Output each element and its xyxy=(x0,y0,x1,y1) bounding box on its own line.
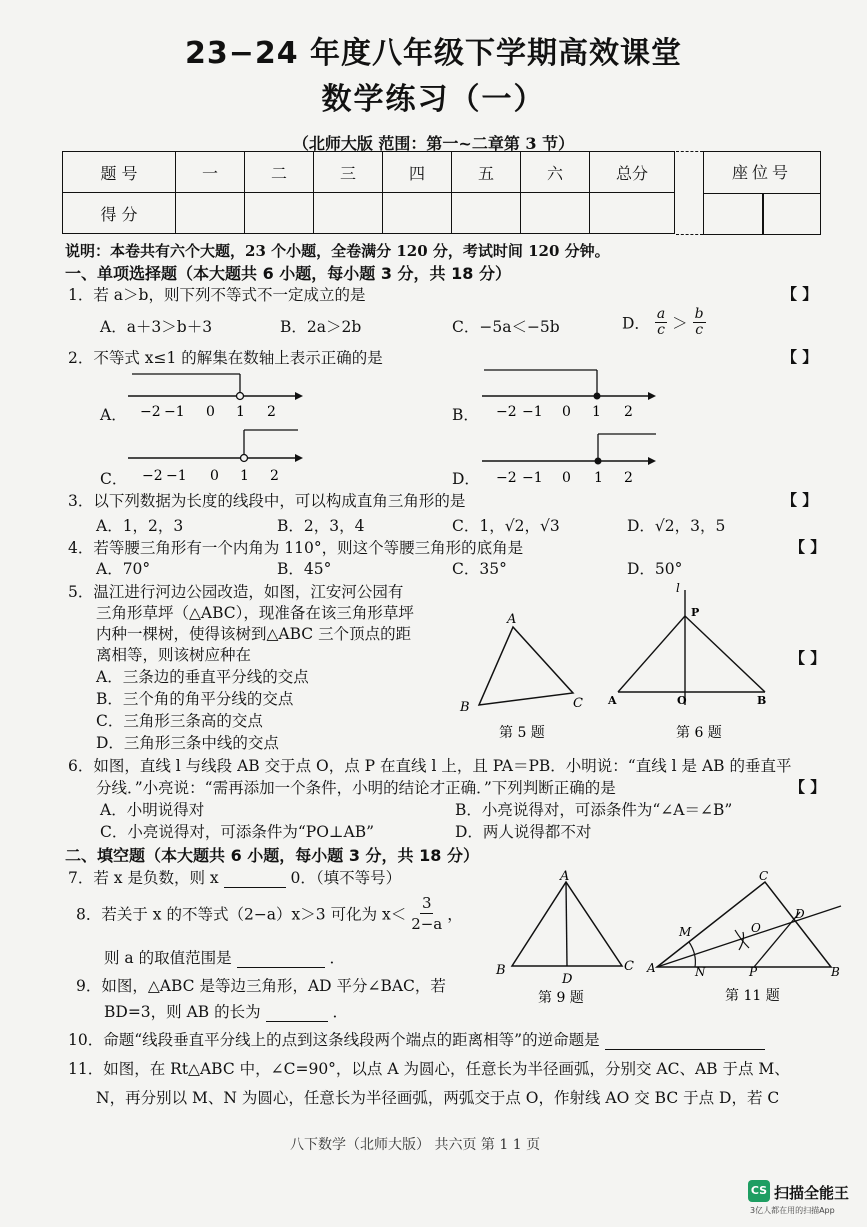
scanner-logo-icon: CS xyxy=(748,1180,770,1202)
tick-label: −1 xyxy=(164,404,185,420)
q8-answer-blank[interactable] xyxy=(237,949,325,968)
tick-label: 2 xyxy=(267,404,276,420)
figure-6-perpendicular xyxy=(600,580,785,745)
q1-option-c: C．−5a＜−5b xyxy=(452,318,560,336)
q9-line2-pre: BD=3，则 AB 的长为 xyxy=(104,1003,261,1021)
score-row-label: 得 分 xyxy=(63,193,176,234)
q5-option-b: B．三个角的角平分线的交点 xyxy=(96,690,294,708)
tick-label: 2 xyxy=(270,468,279,484)
q1-option-d xyxy=(622,307,706,338)
figure-6-caption: 第 6 题 xyxy=(676,725,722,741)
q3-option-b: B．2，3，4 xyxy=(277,517,365,535)
point-label: O xyxy=(751,921,761,935)
tick-label: 0 xyxy=(210,468,219,484)
table-dashed-gap xyxy=(676,151,703,235)
seat-number-box xyxy=(703,151,821,235)
q4-option-c: C．35° xyxy=(452,560,507,578)
score-col-2: 二 xyxy=(245,152,314,193)
frac-denominator: 2−a xyxy=(411,915,443,933)
q2-option-c: C． xyxy=(100,470,128,488)
tick-label: −2 xyxy=(496,404,517,420)
q1-option-a: A．a＋3＞b＋3 xyxy=(100,318,213,336)
q5-line-4: 离相等，则该树应种在 xyxy=(96,646,252,664)
q11-line-2: N，再分别以 M、N 为圆心，任意长为半径画弧，两弧交于点 O，作射线 AO 交 BC 于点 D，若 C xyxy=(96,1089,780,1107)
tick-label: 1 xyxy=(594,470,603,486)
vertex-label: A xyxy=(507,612,517,627)
q8-line-2 xyxy=(104,946,345,968)
q1-operator: ＞ xyxy=(672,314,688,333)
point-label: O xyxy=(677,694,687,707)
q6-answer-bracket[interactable]: 【 】 xyxy=(790,778,826,796)
score-header-label: 题 号 xyxy=(63,152,176,193)
score-cell[interactable] xyxy=(245,193,314,234)
frac-numerator: 3 xyxy=(421,894,432,912)
q10-text: 10．命题“线段垂直平分线上的点到这条线段两个端点的距离相等”的逆命题是 xyxy=(68,1031,600,1049)
q1-fraction-a-over-c xyxy=(655,307,667,338)
vertex-label: B xyxy=(496,963,506,978)
q9-line-2 xyxy=(104,1000,348,1022)
q8-line2-post: ． xyxy=(329,949,345,967)
q4-option-a: A．70° xyxy=(96,560,151,578)
point-label: N xyxy=(695,965,706,979)
figure-11-bisector xyxy=(645,868,860,1008)
score-cell[interactable] xyxy=(383,193,452,234)
line-label: l xyxy=(676,581,680,595)
frac-numerator: b xyxy=(694,306,704,322)
q6-option-c: C．小亮说得对，可添条件为“PO⊥AB” xyxy=(100,823,375,841)
tick-label: 0 xyxy=(206,404,215,420)
title-line-1: 23−24 年度八年级下学期高效课堂 xyxy=(184,36,683,71)
point-label: B xyxy=(831,965,840,979)
q6-line-2: 分线．”小亮说：“需再添加一个条件，小明的结论才正确．”下列判断正确的是 xyxy=(96,779,616,797)
tick-label: 0 xyxy=(562,470,571,486)
subtitle: （北师大版 范围：第一~二章第 3 节） xyxy=(292,134,575,153)
q11-line-1: 11．如图，在 Rt△ABC 中，∠C=90°，以点 A 为圆心，任意长为半径画弧，分别交 AC、AB 于点 M、 xyxy=(68,1060,790,1078)
q8-fraction xyxy=(411,893,442,934)
q5-line-3: 内种一棵树，使得该树到△ABC 三个顶点的距 xyxy=(96,625,412,643)
q9-line2-post: ． xyxy=(332,1003,348,1021)
q4-answer-bracket[interactable]: 【 】 xyxy=(790,538,826,556)
tick-label: −2 xyxy=(140,404,161,420)
tick-label: 0 xyxy=(562,404,571,420)
vertex-label: B xyxy=(460,700,470,715)
score-col-total: 总分 xyxy=(590,152,675,193)
number-line-d xyxy=(478,424,668,486)
q5-option-a: A．三条边的垂直平分线的交点 xyxy=(96,668,309,686)
q4-stem: 4．若等腰三角形有一个内角为 110°，则这个等腰三角形的底角是 xyxy=(68,539,524,557)
q5-line-2: 三角形草坪（△ABC），现准备在该三角形草坪 xyxy=(96,604,414,622)
tick-label: −1 xyxy=(522,404,543,420)
q2-answer-bracket[interactable]: 【 】 xyxy=(782,348,818,366)
q7-line xyxy=(68,866,401,888)
q2-option-d: D． xyxy=(452,470,480,488)
q5-option-d: D．三角形三条中线的交点 xyxy=(96,734,279,752)
q6-option-d: D．两人说得都不对 xyxy=(455,823,592,841)
tick-label: −1 xyxy=(166,468,187,484)
point-label: M xyxy=(679,925,692,939)
frac-denominator: c xyxy=(657,322,665,338)
point-label: P xyxy=(691,606,700,619)
tick-label: 2 xyxy=(624,404,633,420)
vertex-label: C xyxy=(624,959,634,974)
q6-option-a: A．小明说得对 xyxy=(100,801,205,819)
score-cell[interactable] xyxy=(452,193,521,234)
figure-11-caption: 第 11 题 xyxy=(725,988,780,1004)
tick-label: −1 xyxy=(522,470,543,486)
q7-post: 0．（填不等号） xyxy=(290,869,402,887)
score-col-4: 四 xyxy=(383,152,452,193)
figure-9-equilateral xyxy=(490,866,640,1011)
tick-label: 1 xyxy=(592,404,601,420)
point-label: P xyxy=(749,965,758,979)
q5-line-1: 5．温江进行河边公园改造，如图，江安河公园有 xyxy=(68,583,404,601)
q4-option-d: D．50° xyxy=(627,560,683,578)
q3-answer-bracket[interactable]: 【 】 xyxy=(782,491,818,509)
q8-pre: 8．若关于 x 的不等式（2−a）x＞3 可化为 x＜ xyxy=(76,905,407,924)
point-label: D xyxy=(795,907,805,921)
q4-option-b: B．45° xyxy=(277,560,332,578)
q6-option-b: B．小亮说得对，可添条件为“∠A＝∠B” xyxy=(455,801,733,819)
vertex-label: C xyxy=(573,696,583,711)
page-footer: 八下数学（北师大版） 共六页 第 1 1 页 xyxy=(290,1137,541,1153)
point-label: A xyxy=(608,694,617,707)
q1-fraction-b-over-c xyxy=(693,307,706,338)
score-col-5: 五 xyxy=(452,152,521,193)
q5-answer-bracket[interactable]: 【 】 xyxy=(790,649,826,667)
q3-option-c: C．1，√2，√3 xyxy=(452,517,560,535)
title-line-2: 数学练习（一） xyxy=(321,82,546,117)
q7-pre: 7．若 x 是负数，则 x xyxy=(68,869,219,887)
number-line-b xyxy=(478,362,668,422)
score-cell[interactable] xyxy=(590,193,675,234)
number-line-c xyxy=(120,424,310,486)
point-label: B xyxy=(757,694,767,707)
q3-option-a: A．1，2，3 xyxy=(96,517,184,535)
tick-label: 1 xyxy=(236,404,245,420)
seat-number-label: 座位号 xyxy=(704,152,820,194)
q9-answer-blank[interactable] xyxy=(266,1003,328,1022)
figure-5-triangle xyxy=(455,605,595,745)
q8-line-1 xyxy=(76,893,463,934)
frac-numerator: a xyxy=(656,306,666,322)
frac-denominator: c xyxy=(695,322,704,338)
tick-label: 1 xyxy=(240,468,249,484)
q3-stem: 3．以下列数据为长度的线段中，可以构成直角三角形的是 xyxy=(68,492,466,510)
q8-post: ， xyxy=(447,905,463,924)
q5-option-c: C．三角形三条高的交点 xyxy=(96,712,263,730)
q2-option-a: A． xyxy=(100,406,127,424)
section-1-heading: 一、单项选择题（本大题共 6 小题，每小题 3 分，共 18 分） xyxy=(65,264,511,283)
q9-line-1: 9．如图，△ABC 是等边三角形，AD 平分∠BAC，若 xyxy=(76,977,446,995)
scanner-tagline: 3亿人都在用的扫描App xyxy=(750,1206,835,1215)
q2-stem: 2．不等式 x≤1 的解集在数轴上表示正确的是 xyxy=(68,349,383,367)
scanner-app-name: 扫描全能王 xyxy=(774,1184,850,1202)
score-col-6: 六 xyxy=(521,152,590,193)
q1-answer-bracket[interactable]: 【 】 xyxy=(782,285,818,303)
number-line-a xyxy=(120,362,310,422)
score-cell[interactable] xyxy=(314,193,383,234)
tick-label: −2 xyxy=(496,470,517,486)
q2-option-b: B． xyxy=(452,406,479,424)
tick-label: 2 xyxy=(624,470,633,486)
section-2-heading: 二、填空题（本大题共 6 小题，每小题 3 分，共 18 分） xyxy=(65,846,479,865)
score-table xyxy=(62,151,675,234)
vertex-label: A xyxy=(560,869,570,884)
score-cell[interactable] xyxy=(521,193,590,234)
point-label: A xyxy=(647,961,656,975)
exam-note: 说明：本卷共有六个大题，23 个小题，全卷满分 120 分，考试时间 120 分钟。 xyxy=(65,242,610,260)
q1-stem: 1．若 a＞b，则下列不等式不一定成立的是 xyxy=(68,286,366,304)
score-col-1: 一 xyxy=(176,152,245,193)
seat-divider xyxy=(762,193,764,235)
q1-option-d-label: D． xyxy=(622,314,650,333)
q3-option-d: D．√2，3，5 xyxy=(627,517,726,535)
tick-label: −2 xyxy=(142,468,163,484)
q1-option-b: B．2a＞2b xyxy=(280,318,362,336)
vertex-label: D xyxy=(562,972,573,987)
q8-line2-pre: 则 a 的取值范围是 xyxy=(104,949,232,967)
score-col-3: 三 xyxy=(314,152,383,193)
score-cell[interactable] xyxy=(176,193,245,234)
q6-line-1: 6．如图，直线 l 与线段 AB 交于点 O，点 P 在直线 l 上，且 PA＝PB．小明说：“直线 l 是 AB 的垂直平 xyxy=(68,757,792,775)
figure-9-caption: 第 9 题 xyxy=(538,990,584,1006)
q10-answer-blank[interactable] xyxy=(605,1031,765,1050)
q10-line xyxy=(68,1028,765,1050)
q7-answer-blank[interactable] xyxy=(224,869,286,888)
point-label: C xyxy=(759,869,769,883)
figure-5-caption: 第 5 题 xyxy=(499,725,545,741)
